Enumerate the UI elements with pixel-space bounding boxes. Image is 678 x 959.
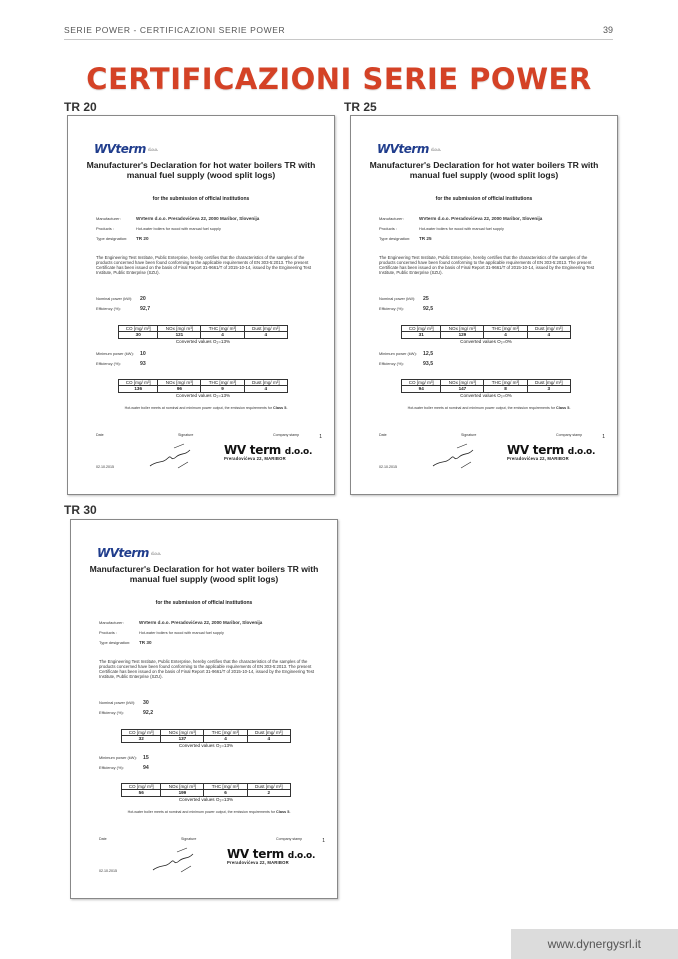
table-cell: 129 — [441, 332, 484, 338]
website-link[interactable]: www.dynergysrl.it — [547, 937, 641, 951]
table-cell: 4 — [247, 736, 290, 742]
products-row: Products : Hot-water boilers for wood with manual fuel supply — [96, 226, 221, 231]
table-header-cell: Dust [mg/ m³] — [527, 326, 570, 332]
table-cell: 9 — [201, 386, 244, 392]
table-cell: 30 — [119, 332, 158, 338]
efficiency-row: Efficiency (%): 92,7 — [96, 306, 151, 312]
table-cell: 121 — [158, 332, 201, 338]
efficiency-row: Efficiency (%): 94 — [99, 765, 149, 771]
table-header-cell: NOx [mg/ m³] — [441, 380, 484, 386]
declaration-title: Manufacturer's Declaration for hot water boilers TR with manual fuel supply (wood split logs) — [86, 160, 316, 180]
table-cell: 4 — [527, 332, 570, 338]
type-row: Type designation: TR 20 — [96, 236, 149, 241]
stamp-label: Company stamp — [276, 837, 303, 841]
table-header-cell: THC [mg/ m³] — [484, 380, 527, 386]
issue-date: 02.10.2015 — [96, 465, 114, 469]
table-header-cell: Dust [mg/ m³] — [247, 730, 290, 736]
table-header-cell: CO [mg/ m³] — [119, 326, 158, 332]
table-header-cell: CO [mg/ m³] — [119, 380, 158, 386]
table-cell: 94 — [402, 386, 441, 392]
converted-values: Converted values O₂=13% — [178, 797, 234, 802]
wvterm-logo: WVterm d.o.o. — [94, 142, 158, 156]
emissions-table-minimum — [121, 783, 291, 797]
minimum-power-row: Minimum power (kW): 12,5 — [379, 351, 434, 357]
converted-values: Converted values O₂=13% — [175, 339, 231, 344]
table-cell: 6 — [204, 790, 247, 796]
company-stamp: 1 WV term d.o.o. Preradovićeva 22, MARIBOR — [224, 434, 323, 461]
table-cell: 199 — [161, 790, 204, 796]
emission-note: Hot-water boiler meets at nominal and minimum power output, the emission requirements for Class 5. — [124, 406, 288, 410]
declaration-subtitle: for the submission of official institutions — [155, 600, 253, 606]
certificate-document — [70, 519, 338, 899]
header-divider — [64, 39, 613, 40]
date-label: Date — [379, 433, 387, 437]
manufacturer-row: Manufacturer: WVterm d.o.o. Preradovićeva 22, 2000 Maribor, Slovenija — [379, 216, 543, 221]
table-header-cell: CO [mg/ m³] — [122, 784, 161, 790]
type-row: Type designation: TR 25 — [379, 236, 432, 241]
table-cell: 56 — [122, 790, 161, 796]
converted-values: Converted values O₂=13% — [175, 393, 231, 398]
table-header-cell: CO [mg/ m³] — [122, 730, 161, 736]
table-cell: 4 — [244, 386, 287, 392]
table-header-cell: THC [mg/ m³] — [201, 380, 244, 386]
table-cell: 4 — [244, 332, 287, 338]
emissions-table-minimum — [401, 379, 571, 393]
company-stamp: 1 WV term d.o.o. Preradovićeva 22, MARIBOR — [227, 838, 326, 865]
nominal-power-row: Nominal power (kW): 30 — [99, 700, 149, 706]
certification-paragraph: The Engineering Test Institute, Public Enterprise, hereby certifies that the characteristics of the samples of the products concerned have been found conforming to the applicable requirements of EN 303-5:2013. The present Certificate has been issued on the basis of Final Report 31-9661/T of 2015-10-14, issued by the Engineering Test Institute, Public Enterprise (SZU). — [379, 255, 595, 275]
company-stamp: 1 WV term d.o.o. Preradovićeva 22, MARIBOR — [507, 434, 606, 461]
stamp-label: Company stamp — [273, 433, 300, 437]
table-cell: 4 — [484, 332, 527, 338]
issue-date: 02.10.2015 — [99, 869, 117, 873]
table-header-cell: THC [mg/ m³] — [204, 784, 247, 790]
emissions-table-minimum — [118, 379, 288, 393]
efficiency-row: Efficiency (%): 93 — [96, 361, 146, 367]
signature-icon — [147, 844, 207, 876]
table-header-cell: Dust [mg/ m³] — [244, 326, 287, 332]
emissions-table-nominal — [401, 325, 571, 339]
table-header-cell: NOx [mg/ m³] — [441, 326, 484, 332]
nominal-power-row: Nominal power (kW): 20 — [96, 296, 146, 302]
date-label: Date — [96, 433, 104, 437]
converted-values: Converted values O₂=13% — [178, 743, 234, 748]
table-cell: 4 — [201, 332, 244, 338]
efficiency-row: Efficiency (%): 93,5 — [379, 361, 434, 367]
table-header-cell: Dust [mg/ m³] — [527, 380, 570, 386]
declaration-subtitle: for the submission of official institutions — [435, 196, 533, 202]
manufacturer-row: Manufacturer: WVterm d.o.o. Preradovićeva 22, 2000 Maribor, Slovenija — [99, 620, 263, 625]
label-tr30: TR 30 — [64, 503, 97, 517]
footer-bar — [511, 929, 678, 959]
table-header-cell: NOx [mg/ m³] — [161, 730, 204, 736]
table-cell: 2 — [247, 790, 290, 796]
stamp-label: Company stamp — [556, 433, 583, 437]
table-cell: 8 — [484, 386, 527, 392]
products-row: Products : Hot-water boilers for wood with manual fuel supply — [99, 630, 224, 635]
section-header: SERIE POWER - CERTIFICAZIONI SERIE POWER — [64, 25, 286, 35]
table-header-cell: NOx [mg/ m³] — [158, 326, 201, 332]
efficiency-row: Efficiency (%): 92,5 — [379, 306, 434, 312]
emission-note: Hot-water boiler meets at nominal and minimum power output, the emission requirements for Class 5. — [127, 810, 291, 814]
minimum-power-row: Minimum power (kW): 10 — [96, 351, 146, 357]
products-row: Products : Hot-water boilers for wood with manual fuel supply — [379, 226, 504, 231]
emissions-table-nominal — [118, 325, 288, 339]
table-header-cell: THC [mg/ m³] — [484, 326, 527, 332]
issue-date: 02.10.2015 — [379, 465, 397, 469]
table-header-cell: Dust [mg/ m³] — [244, 380, 287, 386]
table-header-cell: CO [mg/ m³] — [402, 380, 441, 386]
declaration-title: Manufacturer's Declaration for hot water boilers TR with manual fuel supply (wood split logs) — [369, 160, 599, 180]
table-cell: 147 — [441, 386, 484, 392]
table-cell: 136 — [119, 386, 158, 392]
wvterm-logo: WVterm d.o.o. — [377, 142, 441, 156]
converted-values: Converted values O₂=0% — [460, 339, 512, 344]
table-header-cell: Dust [mg/ m³] — [247, 784, 290, 790]
emission-note: Hot-water boiler meets at nominal and minimum power output, the emission requirements for Class 5. — [407, 406, 571, 410]
certification-paragraph: The Engineering Test Institute, Public Enterprise, hereby certifies that the characteristics of the samples of the products concerned have been found conforming to the applicable requirements of EN 303-5:2013. The present Certificate has been issued on the basis of Final Report 31-9661/T of 2015-10-14, issued by the Engineering Test Institute, Public Enterprise (SZU). — [96, 255, 312, 275]
table-header-cell: NOx [mg/ m³] — [161, 784, 204, 790]
date-label: Date — [99, 837, 107, 841]
table-header-cell: NOx [mg/ m³] — [158, 380, 201, 386]
page-number: 39 — [602, 25, 613, 35]
emissions-table-nominal — [121, 729, 291, 743]
signature-label: Signature — [178, 433, 194, 437]
nominal-power-row: Nominal power (kW): 25 — [379, 296, 429, 302]
converted-values: Converted values O₂=0% — [460, 393, 512, 398]
table-header-cell: CO [mg/ m³] — [402, 326, 441, 332]
table-cell: 3 — [527, 386, 570, 392]
efficiency-row: Efficiency (%): 92,2 — [99, 710, 154, 716]
declaration-subtitle: for the submission of official institutions — [152, 196, 250, 202]
type-row: Type designation: TR 30 — [99, 640, 152, 645]
label-tr20: TR 20 — [64, 100, 97, 114]
minimum-power-row: Minimum power (kW): 15 — [99, 755, 149, 761]
table-header-cell: THC [mg/ m³] — [201, 326, 244, 332]
certification-paragraph: The Engineering Test Institute, Public Enterprise, hereby certifies that the characteristics of the samples of the products concerned have been found conforming to the applicable requirements of EN 303-5:2013. The present Certificate has been issued on the basis of Final Report 31-9661/T of 2015-10-14, issued by the Engineering Test Institute, Public Enterprise (SZU). — [99, 659, 315, 679]
certificate-document — [67, 115, 335, 495]
signature-icon — [144, 440, 204, 472]
table-cell: 96 — [158, 386, 201, 392]
manufacturer-row: Manufacturer: WVterm d.o.o. Preradovićeva 22, 2000 Maribor, Slovenija — [96, 216, 260, 221]
certificate-document — [350, 115, 618, 495]
table-header-cell: THC [mg/ m³] — [204, 730, 247, 736]
table-cell: 32 — [122, 736, 161, 742]
table-cell: 137 — [161, 736, 204, 742]
signature-label: Signature — [181, 837, 197, 841]
wvterm-logo: WVterm d.o.o. — [97, 546, 161, 560]
label-tr25: TR 25 — [344, 100, 377, 114]
signature-label: Signature — [461, 433, 477, 437]
signature-icon — [427, 440, 487, 472]
declaration-title: Manufacturer's Declaration for hot water boilers TR with manual fuel supply (wood split logs) — [89, 564, 319, 584]
table-cell: 31 — [402, 332, 441, 338]
page-title: CERTIFICAZIONI SERIE POWER — [86, 62, 592, 96]
table-cell: 4 — [204, 736, 247, 742]
